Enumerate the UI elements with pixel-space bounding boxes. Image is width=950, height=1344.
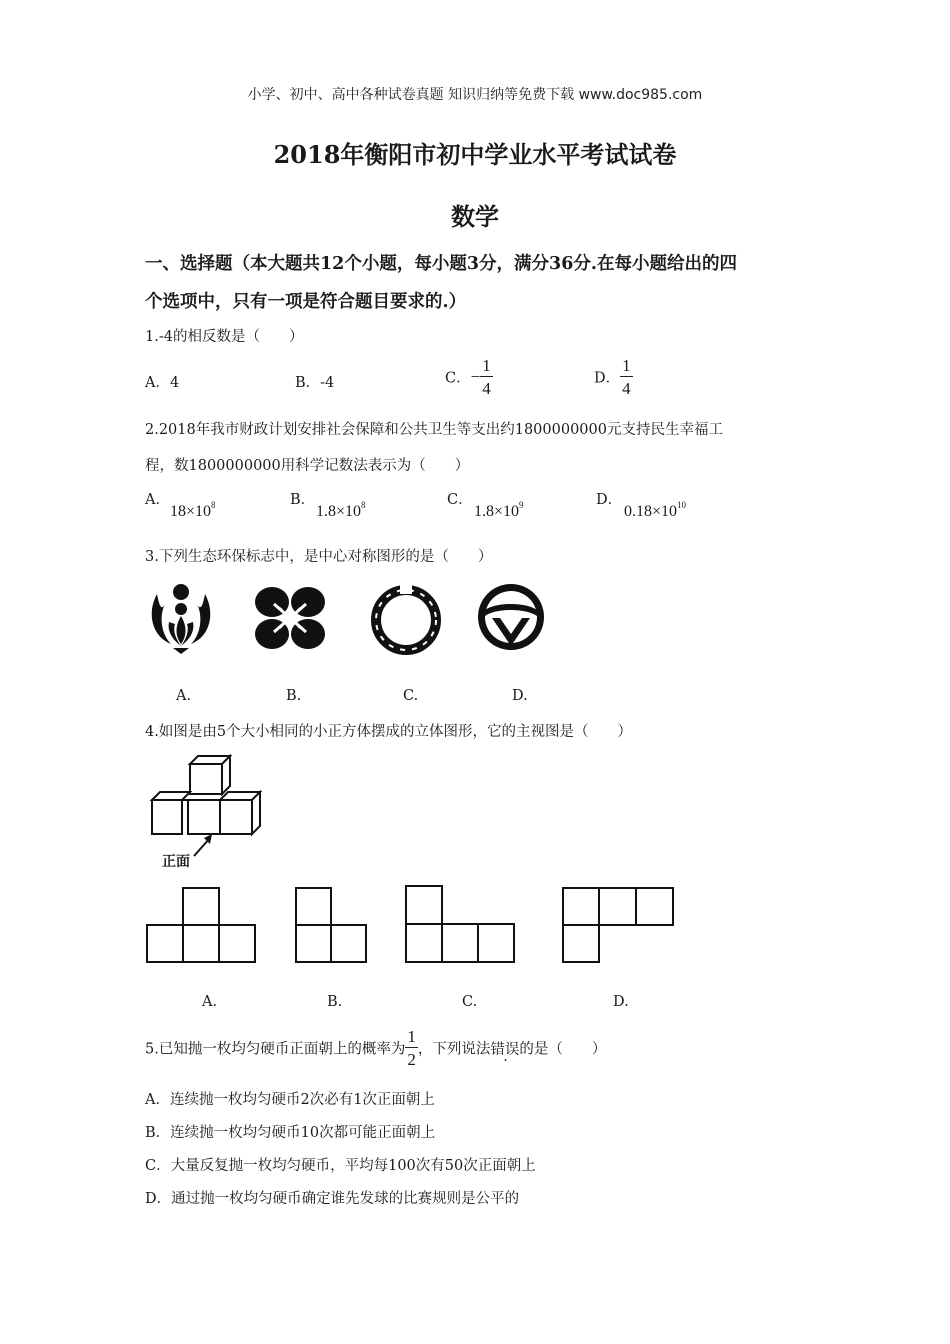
q1-d-numerator: 1 xyxy=(622,356,631,375)
q5-option-c: C．大量反复抛一枚均匀硬币，平均每100次有50次正面朝上 xyxy=(145,1158,536,1174)
q3-logo-c-icon xyxy=(370,584,442,656)
q2-c-exponent: 9 xyxy=(519,500,524,510)
q1-option-d-fraction xyxy=(620,357,633,397)
q1-option-a: A．4 xyxy=(145,375,180,391)
q3-logo-a-icon xyxy=(145,582,217,654)
q3-label-d: D. xyxy=(512,688,528,704)
q1-d-denominator: 4 xyxy=(622,379,631,398)
q1-stem: 1.-4的相反数是（ ） xyxy=(145,329,304,345)
q2-stem-line1: 2.2018年我市财政计划安排社会保障和公共卫生等支出约1800000000元支持民生幸福工 xyxy=(145,422,723,438)
q1-option-d-label: D． xyxy=(594,370,621,387)
q1-option-d xyxy=(594,357,633,397)
q1-c-denominator: 4 xyxy=(482,379,491,398)
q4-label-d: D. xyxy=(613,994,629,1010)
q3-label-b: B. xyxy=(286,688,302,704)
q5-stem-before: 5.已知抛一枚均匀硬币正面朝上的概率为 xyxy=(145,1041,406,1058)
q4-label-b: B. xyxy=(327,994,343,1010)
q5-stem xyxy=(145,1028,606,1068)
q1-c-numerator: 1 xyxy=(482,356,491,375)
q5-stem-mid: ，下列说法 xyxy=(417,1041,491,1058)
q2-b-exponent: 8 xyxy=(361,500,366,510)
section-heading-line2: 个选项中，只有一项是符合题目要求的.） xyxy=(145,292,467,312)
q5-option-a: A．连续抛一枚均匀硬币2次必有1次正面朝上 xyxy=(145,1092,435,1108)
q4-view-a-figure xyxy=(146,887,256,963)
q4-stem: 4.如图是由5个大小相同的小正方体摆成的立体图形，它的主视图是（ ） xyxy=(145,724,633,740)
q3-stem: 3.下列生态环保标志中，是中心对称图形的是（ ） xyxy=(145,549,493,565)
q1-option-c-sign: − xyxy=(470,367,481,386)
q1-option-c-label: C． xyxy=(445,370,471,387)
q2-option-a-label: A． xyxy=(145,492,170,508)
q4-view-b-figure xyxy=(295,887,367,963)
q2-option-c-label: C． xyxy=(447,492,473,508)
q2-option-d-value xyxy=(624,500,686,521)
q2-a-base: 18×10 xyxy=(170,503,212,520)
q2-b-base: 1.8×10 xyxy=(316,503,362,520)
section-heading-line1: 一、选择题（本大题共12个小题，每小题3分，满分36分.在每小题给出的四 xyxy=(145,254,737,274)
q4-view-c-figure xyxy=(405,885,515,963)
q2-option-a-value xyxy=(170,500,216,521)
q5-option-d: D．通过抛一枚均匀硬币确定谁先发球的比赛规则是公平的 xyxy=(145,1191,520,1207)
q1-option-b: B．-4 xyxy=(295,375,335,391)
q2-option-b-label: B． xyxy=(290,492,316,508)
q4-front-label: 正面 xyxy=(162,854,190,870)
q3-label-a: A. xyxy=(176,688,192,704)
q2-d-exponent: 10 xyxy=(677,500,687,510)
q2-d-base: 0.18×10 xyxy=(624,503,678,520)
q5-option-b: B．连续抛一枚均匀硬币10次都可能正面朝上 xyxy=(145,1125,436,1141)
q2-option-c-value xyxy=(474,500,524,521)
exam-title: 2018年衡阳市初中学业水平考试试卷 xyxy=(273,140,677,169)
q3-logo-b-icon xyxy=(250,584,330,652)
q2-c-base: 1.8×10 xyxy=(474,503,520,520)
q1-option-c-fraction xyxy=(480,357,493,397)
q3-logo-d-icon xyxy=(476,582,546,652)
q5-numerator: 1 xyxy=(407,1027,416,1046)
q4-view-d-figure xyxy=(562,887,674,963)
q5-denominator: 2 xyxy=(407,1050,416,1069)
q5-stem-after: 的是（ ） xyxy=(519,1041,607,1058)
q4-label-c: C. xyxy=(462,994,478,1010)
q3-label-c: C. xyxy=(403,688,419,704)
q1-option-c xyxy=(445,357,493,397)
q2-stem-line2: 程，数1800000000用科学记数法表示为（ ） xyxy=(145,458,470,474)
q4-label-a: A. xyxy=(202,994,218,1010)
q5-probability-fraction xyxy=(405,1028,418,1068)
q5-stem-emphasis: 错误 xyxy=(490,1041,520,1058)
header-note: 小学、初中、高中各种试卷真题 知识归纳等免费下载 www.doc985.com xyxy=(247,87,703,103)
q2-option-b-value xyxy=(316,500,366,521)
q2-option-d-label: D． xyxy=(596,492,623,508)
q2-a-exponent: 8 xyxy=(211,500,216,510)
subject-title: 数学 xyxy=(451,202,499,231)
